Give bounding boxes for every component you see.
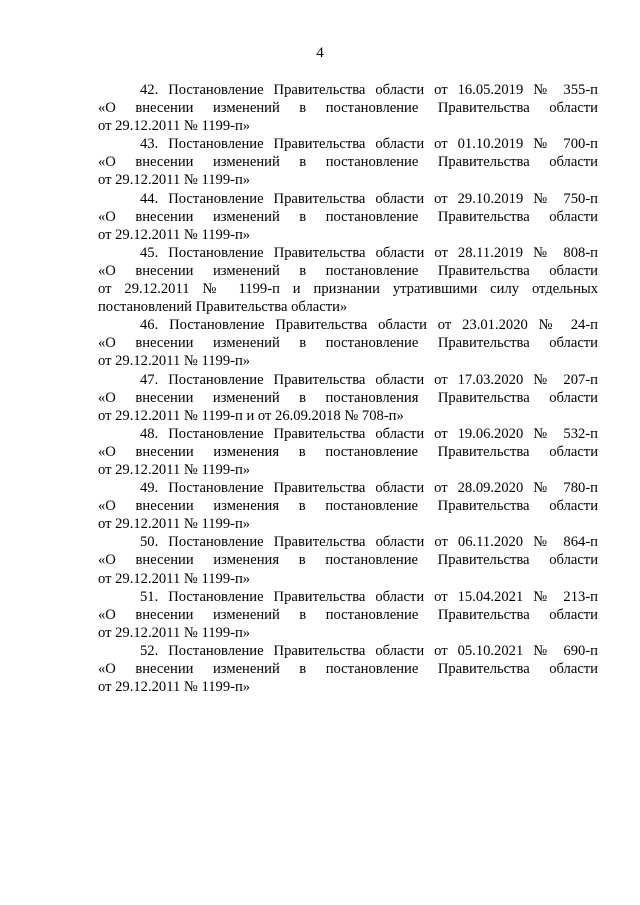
list-item-line: от 29.12.2011 № 1199-п и от 26.09.2018 № 708-п» <box>98 407 404 424</box>
list-item-line: от 29.12.2011 № 1199-п» <box>98 570 251 587</box>
list-item <box>98 316 598 370</box>
list-item-heading-line: 52. Постановление Правительства области от 05.10.2021 № 690-п <box>140 642 598 659</box>
list-item-line: «О внесении изменений в постановление Правительства области <box>98 100 598 117</box>
list-item-line: от 29.12.2011 № 1199-п и признании утратившими силу отдельных <box>98 281 598 298</box>
list-item <box>98 588 598 642</box>
list-item-line: «О внесении изменений в постановление Правительства области <box>98 154 598 171</box>
list-item-line: от 29.12.2011 № 1199-п» <box>98 353 251 370</box>
list-item-line: от 29.12.2011 № 1199-п» <box>98 461 251 478</box>
list-item-line: от 29.12.2011 № 1199-п» <box>98 226 251 243</box>
decree-list <box>98 81 598 696</box>
list-item-heading-line: 44. Постановление Правительства области от 29.10.2019 № 750-п <box>140 190 598 207</box>
list-item <box>98 135 598 189</box>
list-item-line: от 29.12.2011 № 1199-п» <box>98 172 251 189</box>
list-item-line: «О внесении изменений в постановление Правительства области <box>98 208 598 225</box>
list-item-line: «О внесении изменений в постановление Правительства области <box>98 606 598 623</box>
list-item-line: от 29.12.2011 № 1199-п» <box>98 118 251 135</box>
list-item-heading-line: 42. Постановление Правительства области от 16.05.2019 № 355-п <box>140 82 598 98</box>
list-item <box>98 81 598 135</box>
list-item-line: от 29.12.2011 № 1199-п» <box>98 679 251 696</box>
list-item <box>98 533 598 587</box>
list-item-line: «О внесении изменения в постановление Правительства области <box>98 498 598 515</box>
list-item-heading-line: 45. Постановление Правительства области от 28.11.2019 № 808-п <box>140 244 598 261</box>
list-item <box>98 425 598 479</box>
list-item-line: постановлений Правительства области» <box>98 299 348 316</box>
list-item-heading-line: 47. Постановление Правительства области от 17.03.2020 № 207-п <box>140 371 598 388</box>
list-item-line: от 29.12.2011 № 1199-п» <box>98 516 251 533</box>
list-item-heading-line: 49. Постановление Правительства области от 28.09.2020 № 780-п <box>140 480 598 497</box>
list-item-heading-line: 46. Постановление Правительства области от 23.01.2020 № 24-п <box>140 317 598 334</box>
list-item <box>98 642 598 696</box>
page-number: 4 <box>316 45 324 61</box>
list-item-line: от 29.12.2011 № 1199-п» <box>98 624 251 641</box>
list-item-line: «О внесении изменений в постановление Правительства области <box>98 661 598 677</box>
list-item-heading-line: 43. Постановление Правительства области от 01.10.2019 № 700-п <box>140 136 598 153</box>
list-item <box>98 479 598 533</box>
list-item-line: «О внесении изменений в постановления Правительства области <box>98 389 598 406</box>
list-item-heading-line: 48. Постановление Правительства области от 19.06.2020 № 532-п <box>140 425 598 442</box>
list-item-heading-line: 50. Постановление Правительства области от 06.11.2020 № 864-п <box>140 534 598 551</box>
list-item-line: «О внесении изменения в постановление Правительства области <box>98 552 598 569</box>
list-item-line: «О внесении изменений в постановление Правительства области <box>98 335 598 352</box>
list-item <box>98 244 598 316</box>
list-item <box>98 190 598 244</box>
list-item <box>98 371 598 425</box>
list-item-line: «О внесении изменений в постановление Правительства области <box>98 262 598 279</box>
list-item-line: «О внесении изменения в постановление Правительства области <box>98 443 598 460</box>
list-item-heading-line: 51. Постановление Правительства области от 15.04.2021 № 213-п <box>140 588 598 605</box>
